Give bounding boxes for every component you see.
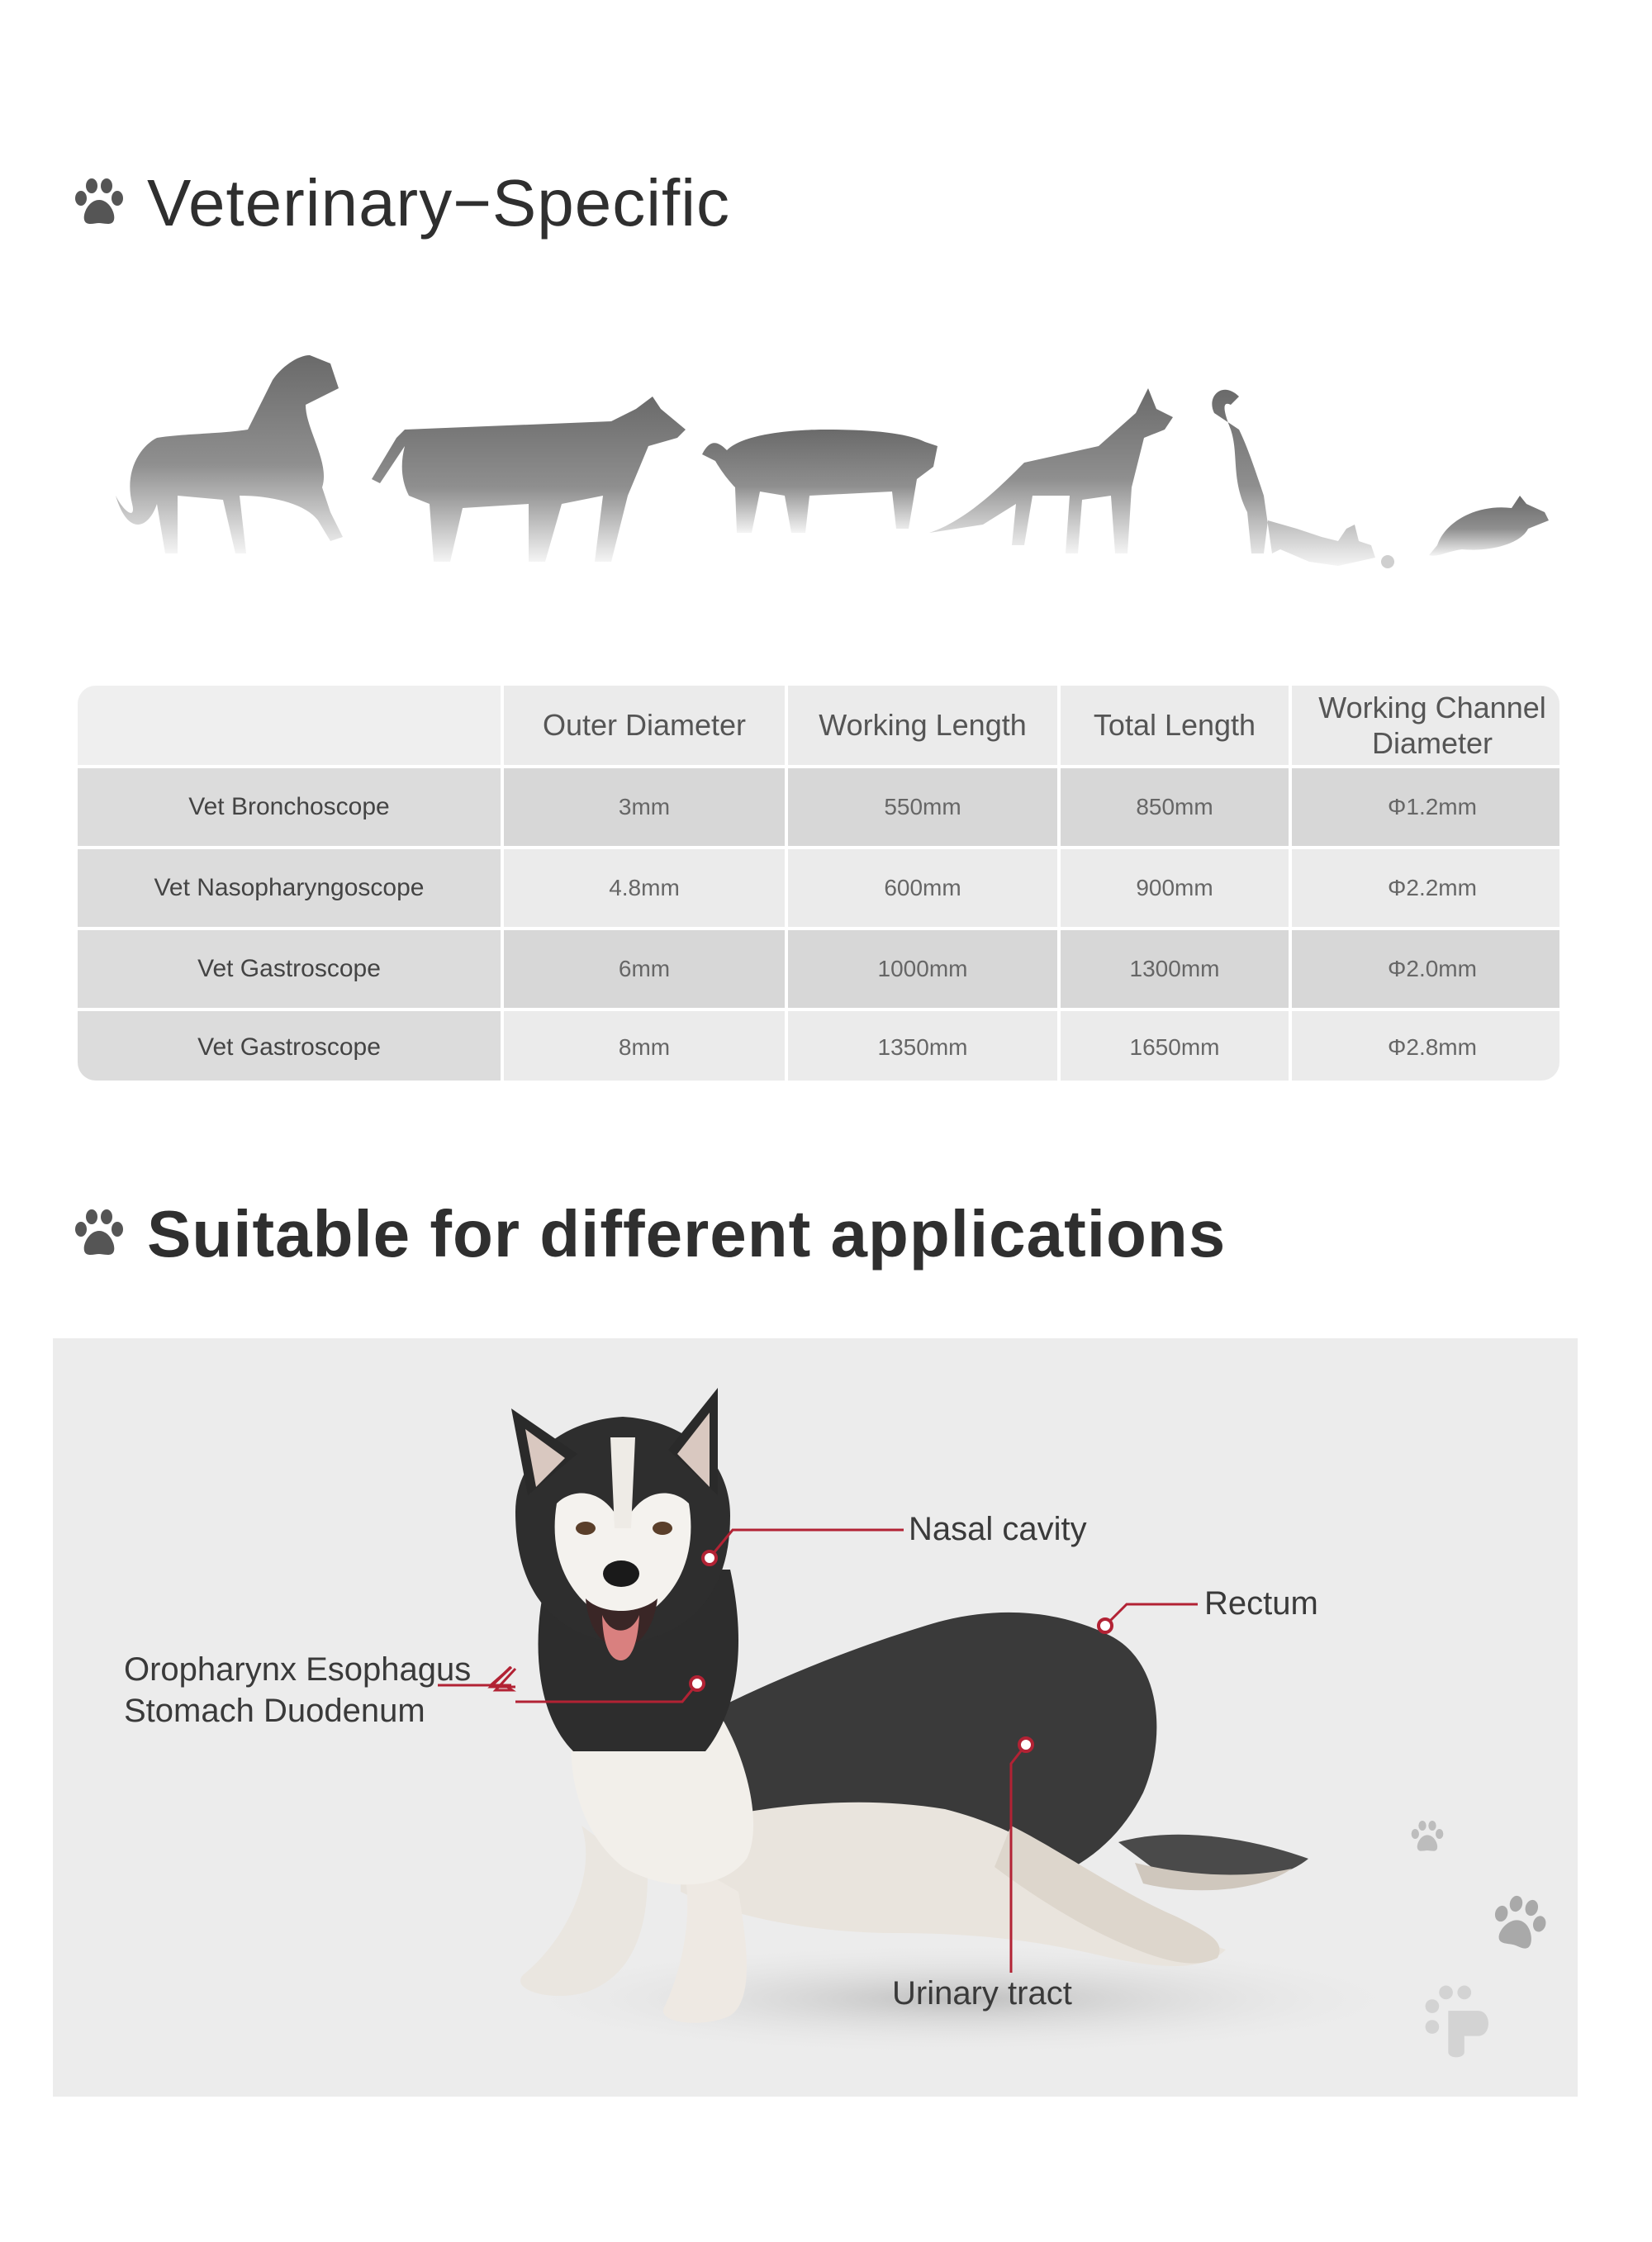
veterinary-heading — [69, 165, 730, 241]
cat-icon — [1212, 390, 1394, 568]
table-cell: 1650mm — [1061, 1011, 1289, 1081]
callout-nasal-cavity: Nasal cavity — [909, 1511, 1087, 1547]
row-header: Vet Gastroscope — [78, 930, 501, 1008]
paw-icon — [69, 1204, 129, 1264]
table-cell: 4.8mm — [504, 849, 785, 927]
table-cell: Φ1.2mm — [1292, 768, 1559, 846]
pig-icon — [702, 430, 938, 533]
paw-print-icon — [1487, 1892, 1551, 1956]
table-cell: Φ2.0mm — [1292, 930, 1559, 1008]
column-header: Working Channel Diameter — [1292, 686, 1559, 765]
table-cell: 1350mm — [788, 1011, 1057, 1081]
table-cell: 900mm — [1061, 849, 1289, 927]
applications-heading — [69, 1196, 1226, 1272]
table-cell: Φ2.2mm — [1292, 849, 1559, 927]
cow-icon — [372, 397, 686, 562]
table-cell: 850mm — [1061, 768, 1289, 846]
callout-oropharynx-line2: Stomach Duodenum — [124, 1693, 425, 1729]
table-cell: 6mm — [504, 930, 785, 1008]
column-header: Outer Diameter — [504, 686, 785, 765]
horse-icon — [116, 355, 343, 553]
table-cell: Φ2.8mm — [1292, 1011, 1559, 1081]
table-cell: 1300mm — [1061, 930, 1289, 1008]
mouse-icon — [1429, 496, 1549, 556]
table-cell: 550mm — [788, 768, 1057, 846]
row-header: Vet Gastroscope — [78, 1011, 501, 1081]
animal-silhouettes — [33, 330, 1586, 595]
table-corner — [78, 686, 501, 765]
callout-urinary-tract: Urinary tract — [892, 1975, 1072, 2012]
callout-rectum: Rectum — [1204, 1585, 1318, 1622]
column-header: Total Length — [1061, 686, 1289, 765]
section-title: Suitable for different applications — [147, 1197, 1227, 1271]
table-cell: 600mm — [788, 849, 1057, 927]
husky-dog-image — [433, 1363, 1457, 2073]
column-header: Working Length — [788, 686, 1057, 765]
row-header: Vet Nasopharyngoscope — [78, 849, 501, 927]
applications-panel — [53, 1338, 1578, 2097]
table-cell: 3mm — [504, 768, 785, 846]
paw-icon — [69, 173, 129, 233]
table-cell: 1000mm — [788, 930, 1057, 1008]
row-header: Vet Bronchoscope — [78, 768, 501, 846]
spec-table — [78, 686, 1559, 1081]
page-title: Veterinary−Specific — [147, 166, 731, 240]
callout-oropharynx-line1: Oropharynx Esophagus — [124, 1651, 472, 1688]
paw-print-icon — [1421, 1981, 1503, 2064]
table-cell: 8mm — [504, 1011, 785, 1081]
dog-silhouette-icon — [929, 388, 1173, 553]
paw-print-icon — [1408, 1817, 1447, 1857]
